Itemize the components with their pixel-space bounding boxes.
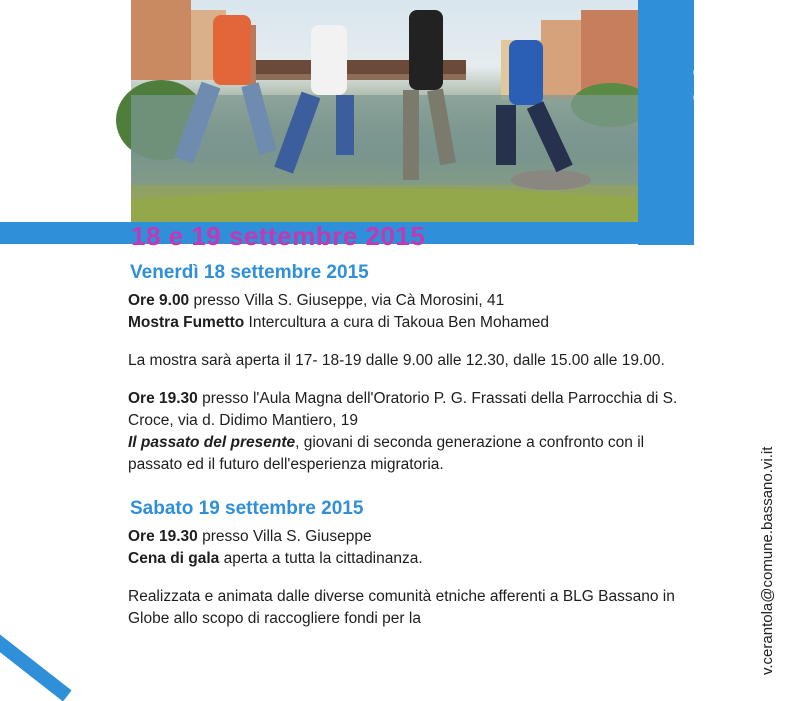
friday-exhibit-note: La mostra sarà aperta il 17- 18-19 dalle 9.00 alle 12.30, dalle 15.00 alle 19.00. xyxy=(128,352,665,369)
friday-event-2-desc: , giovani di seconda generazione a confronto con il passato ed il futuro dell'esperienza migratoria. xyxy=(128,434,645,473)
friday-event-2-place: presso l'Aula Magna dell'Oratorio P. G. Frassati della Parrocchia di S. Croce, via d. Didimo Mantiero, 19 xyxy=(128,390,678,429)
date-banner: 18 e 19 settembre 2015 xyxy=(131,221,426,251)
friday-event-1 xyxy=(128,290,698,312)
side-title-text: Bassano del Gr xyxy=(689,24,722,245)
saturday-event-1-name: Cena di gala xyxy=(128,550,220,567)
photo-illustration xyxy=(131,0,638,222)
saturday-event-1-time: Ore 19.30 xyxy=(128,528,198,545)
closing-paragraph: Realizzata e animata dalle diverse comunità etniche afferenti a BLG Bassano in Globe allo scopo di raccogliere fondi per la xyxy=(128,588,675,627)
friday-event-1-title xyxy=(128,312,698,334)
friday-event-1-name: Mostra Fumetto xyxy=(128,314,245,331)
program-content xyxy=(128,262,698,630)
saturday-heading: Sabato 19 settembre 2015 xyxy=(130,498,364,519)
saturday-event-1-desc: aperta a tutta la cittadinanza. xyxy=(219,550,423,567)
friday-event-2-title xyxy=(128,432,698,476)
saturday-event-1 xyxy=(128,526,698,548)
friday-event-1-place: presso Villa S. Giuseppe, via Cà Morosini, 41 xyxy=(189,292,505,309)
friday-event-2-time: Ore 19.30 xyxy=(128,390,198,407)
friday-event-1-desc: Intercultura a cura di Takoua Ben Mohamed xyxy=(244,314,549,331)
friday-event-1-time: Ore 9.00 xyxy=(128,292,190,309)
friday-event-2 xyxy=(128,388,698,432)
saturday-event-1-title xyxy=(128,548,698,570)
friday-event-2-name: Il passato del presente xyxy=(128,434,296,451)
hero-photo xyxy=(131,0,638,222)
contact-email[interactable]: v.cerantola@comune.bassano.vi.it xyxy=(759,446,776,675)
saturday-event-1-place: presso Villa S. Giuseppe xyxy=(197,528,372,545)
corner-stripe xyxy=(0,617,72,701)
side-title xyxy=(646,0,722,245)
friday-heading: Venerdì 18 settembre 2015 xyxy=(130,262,369,283)
